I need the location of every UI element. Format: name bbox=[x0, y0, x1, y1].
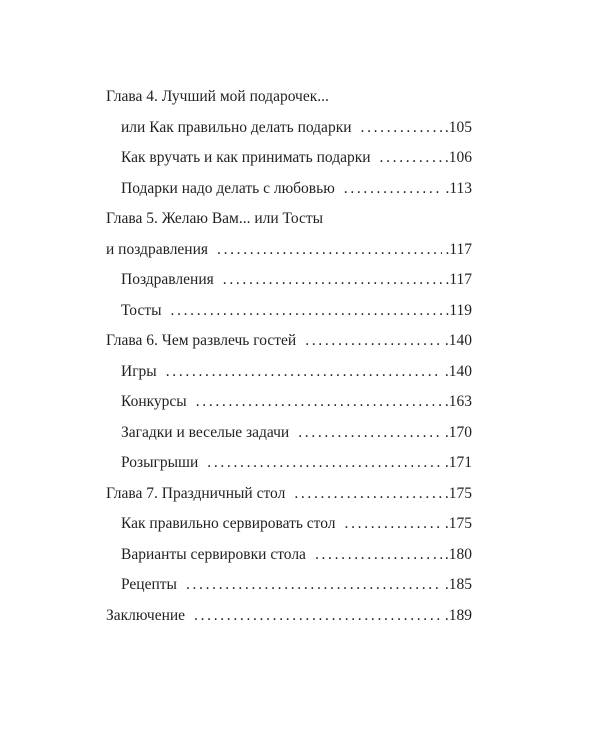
toc-entry-page: . 105 bbox=[445, 113, 472, 144]
toc-entry-title: или Как правильно делать подарки bbox=[121, 118, 352, 136]
toc-entry-page: . 185 bbox=[445, 570, 472, 601]
dot-leader bbox=[171, 296, 443, 327]
toc-entry bbox=[106, 296, 472, 327]
toc-entry bbox=[106, 601, 472, 632]
toc-entry-title: Тосты bbox=[121, 301, 162, 319]
dot-leader bbox=[315, 540, 442, 571]
toc-entry-title: Рецепты bbox=[121, 576, 177, 593]
toc-entry-page: . 113 bbox=[445, 174, 472, 205]
toc-entry bbox=[106, 82, 472, 113]
toc-entry-title: Глава 4. Лучший мой подарочек... bbox=[106, 88, 329, 105]
toc-entry-title: Подарки надо делать с любовью bbox=[121, 179, 335, 197]
toc-entry bbox=[106, 235, 472, 266]
toc-entry-page: . 117 bbox=[445, 265, 472, 296]
table-of-contents bbox=[106, 82, 472, 631]
toc-entry-page: . 140 bbox=[445, 357, 472, 388]
toc-entry bbox=[106, 448, 472, 479]
toc-entry-title: Загадки и веселые задачи bbox=[121, 423, 290, 441]
dot-leader bbox=[344, 174, 443, 205]
toc-entry bbox=[106, 479, 472, 510]
toc-entry-title: Глава 7. Праздничный стол bbox=[106, 484, 286, 502]
toc-entry bbox=[106, 418, 472, 449]
toc-entry bbox=[106, 326, 472, 357]
toc-entry-title: Розыгрыши bbox=[121, 454, 199, 471]
toc-entry-title: Заключение bbox=[106, 606, 186, 624]
toc-entry-title: Как правильно сервировать стол bbox=[121, 515, 336, 532]
toc-entry bbox=[106, 570, 472, 601]
toc-entry-page: . 170 bbox=[445, 418, 472, 449]
dot-leader bbox=[298, 418, 442, 449]
toc-entry-page: . 117 bbox=[445, 235, 472, 266]
dot-leader bbox=[194, 601, 442, 632]
dot-leader bbox=[223, 265, 443, 296]
toc-entry-title: Варианты сервировки стола bbox=[121, 545, 306, 563]
toc-entry bbox=[106, 174, 472, 205]
dot-leader bbox=[217, 235, 442, 266]
toc-entry-page: . 171 bbox=[445, 448, 472, 479]
toc-entry bbox=[106, 357, 472, 388]
toc-entry-page: . 175 bbox=[445, 509, 472, 540]
toc-entry-page: . 189 bbox=[445, 601, 472, 632]
toc-entry bbox=[106, 387, 472, 418]
dot-leader bbox=[207, 448, 442, 479]
toc-entry-title: Конкурсы bbox=[121, 393, 187, 410]
toc-entry bbox=[106, 540, 472, 571]
toc-entry bbox=[106, 113, 472, 144]
toc-entry-title: Глава 5. Желаю Вам... или Тосты bbox=[106, 210, 324, 227]
toc-entry-title: Глава 6. Чем развлечь гостей bbox=[106, 332, 297, 349]
dot-leader bbox=[166, 357, 442, 388]
dot-leader bbox=[305, 326, 442, 357]
toc-entry-page: . 180 bbox=[445, 540, 472, 571]
toc-entry bbox=[106, 265, 472, 296]
toc-entry bbox=[106, 143, 472, 174]
toc-entry-title: Как вручать и как принимать подарки bbox=[121, 149, 371, 166]
dot-leader bbox=[294, 479, 442, 510]
toc-entry bbox=[106, 204, 472, 235]
toc-entry-page: . 140 bbox=[445, 326, 472, 357]
toc-entry-title: Игры bbox=[121, 362, 157, 380]
dot-leader bbox=[380, 143, 442, 174]
toc-entry-page: . 163 bbox=[445, 387, 472, 418]
dot-leader bbox=[345, 509, 442, 540]
dot-leader bbox=[196, 387, 442, 418]
toc-entry-title: Поздравления bbox=[121, 271, 214, 288]
toc-entry bbox=[106, 509, 472, 540]
toc-entry-title: и поздравления bbox=[106, 240, 209, 258]
dot-leader bbox=[361, 113, 442, 144]
toc-entry-page: . 119 bbox=[445, 296, 472, 327]
toc-entry-page: . 175 bbox=[445, 479, 472, 510]
dot-leader bbox=[186, 570, 442, 601]
toc-entry-page: . 106 bbox=[445, 143, 472, 174]
